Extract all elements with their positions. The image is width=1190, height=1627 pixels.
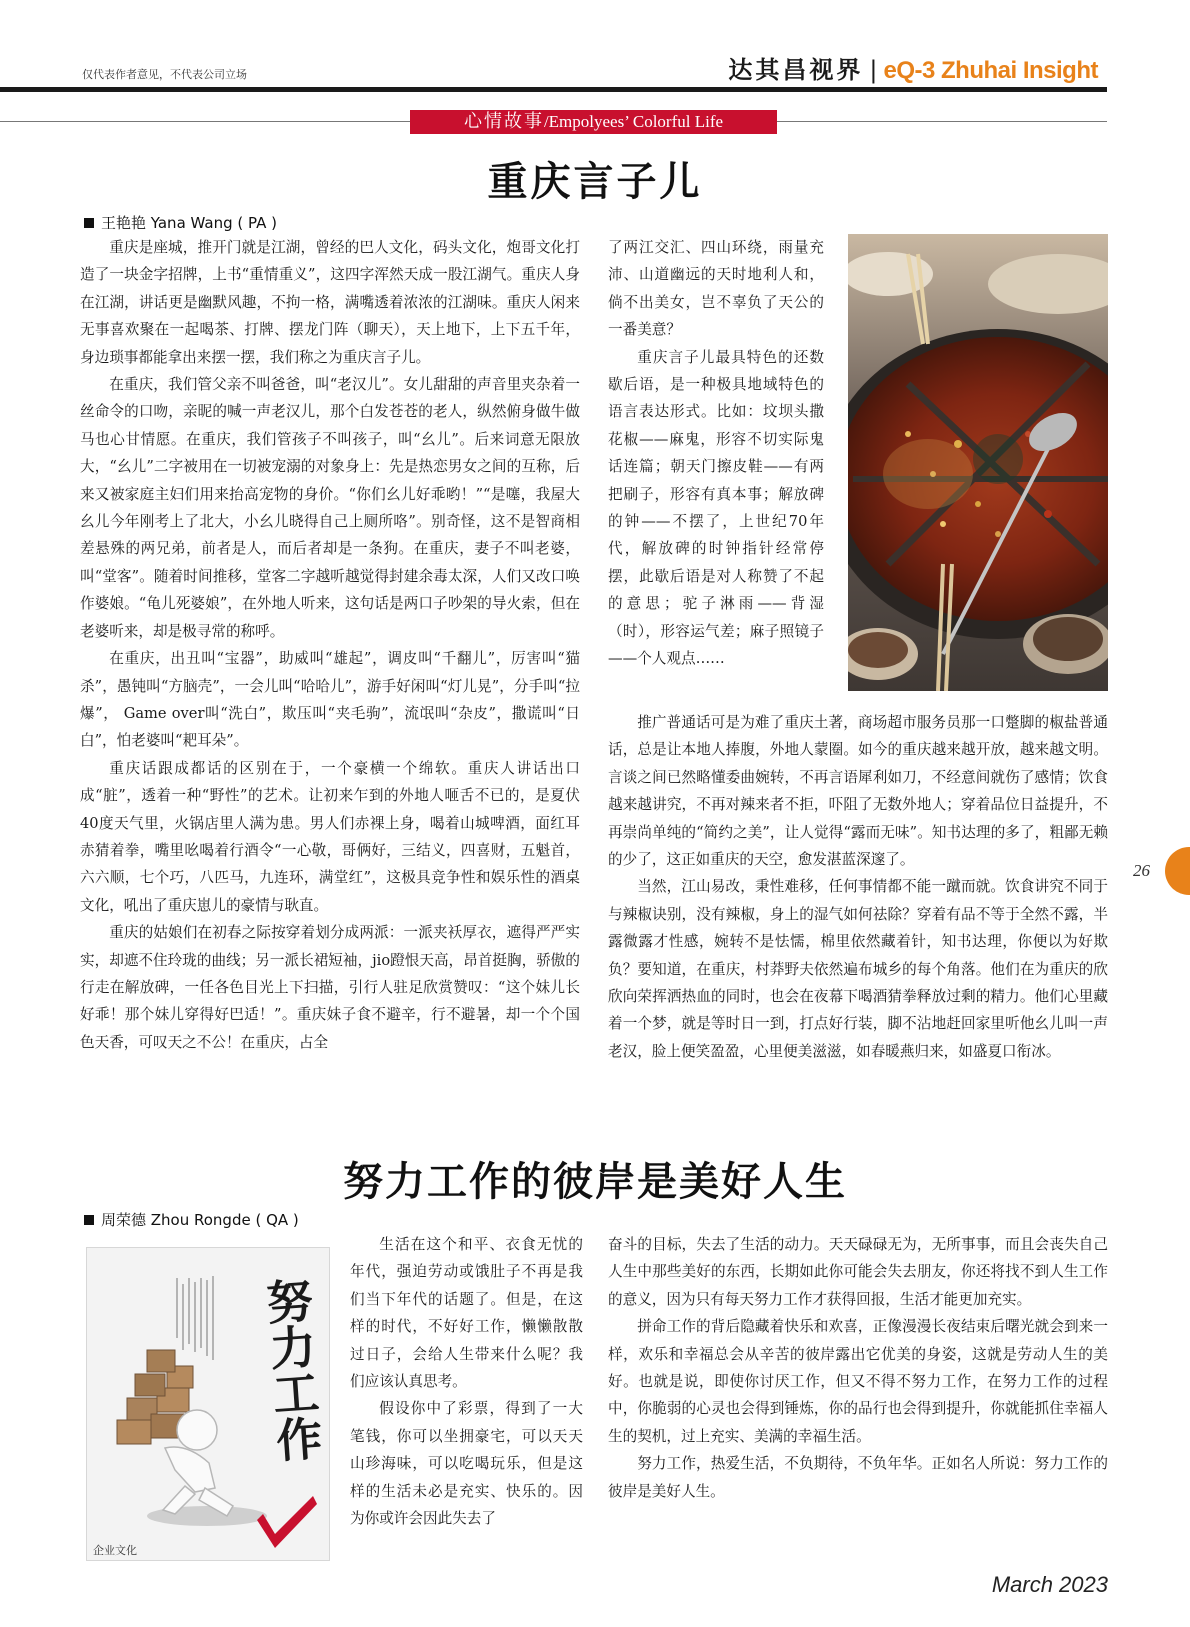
article2-mid-column [350,1231,583,1532]
hotpot-photo [848,234,1108,691]
header-rule [0,87,1107,92]
paragraph: 了两江交汇、四山环绕，雨量充沛、山道幽远的天时地利人和，倘不出美女，岂不辜负了天公的一番美意？ [608,239,824,339]
author-name-2: 周荣德 Zhou Rongde ( QA ) [101,1211,299,1229]
paragraph: 生活在这个和平、衣食无忧的年代，强迫劳动或饿肚子不再是我们当下年代的话题了。但是，在这样的时代，不好好工作，懒懒散散过日子，会给人生带来什么呢？我们应该认真思考。 [350,1236,583,1391]
paragraph: 推广普通话可是为难了重庆土著，商场超市服务员那一口蹩脚的椒盐普通话，总是让本地人捧腹，外地人蒙圈。如今的重庆越来越开放，越来越文明。言谈之间已然略懂委曲婉转，不再言语犀利如刀，不经意间就伤了感情；饮食越来越讲究，不再对辣来者不拒，吓阻了无数外地人；穿着品位日益提升，不再崇尚单纯的“简约之美”，让人觉得“露而无味”。知书达理的多了，粗鄙无赖的少了，这正如重庆的天空，愈发湛蓝深邃了。 [608,714,1108,869]
section-tag [410,110,777,134]
bullet-square-icon [84,1215,94,1225]
paragraph: 努力工作，热爱生活，不负期待，不负年华。正如名人所说：努力工作的彼岸是美好人生。 [608,1455,1108,1500]
bullet-square-icon [84,218,94,228]
page-tab-marker [1165,847,1190,895]
brand-cn: 达其昌视界 [728,55,864,84]
paragraph: 在重庆，我们管父亲不叫爸爸，叫“老汉儿”。女儿甜甜的声音里夹杂着一丝命令的口吻，亲昵的喊一声老汉儿，那个白发苍苍的老人，纵然俯身做牛做马也心甘情愿。在重庆，我们管孩子不叫孩子，叫“幺儿”。后来词意无限放大，“幺儿”二字被用在一切被宠溺的对象身上：先是热恋男女之间的互称，后来又被家庭主妇们用来抬高宠物的身价。“你们幺儿好乖哟！”“是噻，我屋大幺儿今年刚考上了北大，小幺儿晓得自己上厕所咯”。别奇怪，这不是智商相差悬殊的两兄弟，前者是人，而后者却是一条狗。在重庆，妻子不叫老婆，叫“堂客”。随着时间推移，堂客二字越听越觉得封建余毒太深，人们又改口唤作婆娘。“龟儿死婆娘”，在外地人听来，这句话是两口子吵架的导火索，但在老婆听来，却是极寻常的称呼。 [80,376,580,640]
paragraph: 重庆的姑娘们在初春之际按穿着划分成两派：一派夹袄厚衣，遮得严严实实，却遮不住玲珑的曲线；另一派长裙短袖，jio蹬恨天高，昂首挺胸，骄傲的行走在解放碑，一任各色目光上下扫描，引行人驻足欣赏赞叹：“这个妹儿长好乖！那个妹儿穿得好巴适！”。重庆妹子食不避辛，行不避暑，却一个个国色天香，可叹天之不公！在重庆，占全 [80,924,580,1051]
paragraph: 奋斗的目标，失去了生活的动力。天天碌碌无为，无所事事，而且会丧失自己人生中那些美好的东西，长期如此你可能会失去朋友，你还将找不到人生工作的意义，因为只有每天努力工作才获得回报，生活才能更加充实。 [608,1236,1108,1308]
article-title-2: 努力工作的彼岸是美好人生 [343,1158,847,1205]
article1-bottom-column [608,709,1108,1065]
disclaimer: 仅代表作者意见，不代表公司立场 [82,68,247,81]
article-title-1: 重庆言子儿 [487,158,703,205]
article-byline-1 [84,212,277,233]
page-number: 26 [1133,861,1150,880]
paragraph: 拼命工作的背后隐藏着快乐和欢喜，正像漫漫长夜结束后曙光就会到来一样，欢乐和幸福总会从辛苦的彼岸露出它优美的身姿，这就是劳动人生的美好。也就是说，即使你讨厌工作，但又不得不努力工作，在努力工作的过程中，你脆弱的心灵也会得到锤炼，你的品行也会得到提升，你就能抓住幸福人生的契机，过上充实、美满的幸福生活。 [608,1318,1108,1445]
issue-date: March 2023 [991,1572,1108,1597]
article-byline-2 [84,1209,299,1230]
paragraph: 当然，江山易改，秉性难移，任何事情都不能一蹴而就。饮食讲究不同于与辣椒诀别，没有辣椒，身上的湿气如何祛除？穿着有品不等于全然不露，半露微露才性感，婉转不是怯懦，棉里依然藏着针，知书达理，你便以为好欺负？要知道，在重庆，村莽野夫依然遍布城乡的每个角落。他们在为重庆的欣欣向荣挥洒热血的同时，也会在夜幕下喝酒猜拳释放过剩的精力。他们心里藏着一个梦，就是等时日一到，打点好行装，脚不沾地赶回家里听他幺儿叫一声老汉，脸上便笑盈盈，心里便美滋滋，如春暖燕归来，如盛夏口衔冰。 [608,878,1108,1060]
paragraph: 重庆话跟成都话的区别在于，一个豪横一个绵软。重庆人讲话出口成“脏”，透着一种“野性”的艺术。让初来乍到的外地人咂舌不已的，是夏伏40度天气里，火锅店里人满为患。男人们赤裸上身，喝着山城啤酒，面红耳赤猜着拳，嘴里吆喝着行酒令“一心敬，哥俩好，三结义，四喜财，五魁首，六六顺，七个巧，八匹马，九连环，满堂红”，这极具竞争性和娱乐性的酒桌文化，吼出了重庆崽儿的豪情与耿直。 [80,759,580,914]
work-hard-image [86,1247,330,1561]
article2-right-column [608,1231,1108,1505]
article1-mid-column [608,234,824,673]
brand [728,50,1098,85]
work-hard-calligraphy: 努力工作 [258,1276,325,1464]
author-name-1: 王艳艳 Yana Wang ( PA ) [101,214,277,232]
paragraph: 假设你中了彩票，得到了一大笔钱，你可以坐拥豪宅，可以天天山珍海味，可以吃喝玩乐，但是这样的生活未必是充实、快乐的。因为你或许会因此失去了 [350,1400,583,1528]
brand-separator: | [869,56,878,84]
section-tag-cn: 心情故事 [463,111,544,132]
brand-en: eQ-3 Zhuhai Insight [883,57,1098,84]
paragraph: 在重庆，出丑叫“宝器”，助威叫“雄起”，调皮叫“千翻儿”，厉害叫“猫杀”，愚钝叫“方脑壳”，一会儿叫“哈哈儿”，游手好闲叫“灯儿晃”，分手叫“拉爆”， Game over叫“洗白”，欺压叫“夹毛驹”，流氓叫“杂皮”，撒谎叫“日白”，怕老婆叫“耙耳朵”。 [80,650,580,750]
paragraph: 重庆是座城，推开门就是江湖，曾经的巴人文化，码头文化，炮哥文化打造了一块金字招牌，上书“重情重义”，这四字浑然天成一股江湖气。重庆人身在江湖，讲话更是幽默风趣，不拘一格，满嘴透着浓浓的江湖味。重庆人闲来无事喜欢聚在一起喝茶、打牌、摆龙门阵（聊天），天上地下，上下五千年，身边琐事都能拿出来摆一摆，我们称之为重庆言子儿。 [80,239,580,366]
section-tag-en: /Empolyees’ Colorful Life [543,112,724,131]
work-hard-caption: 企业文化 [93,1544,137,1557]
article1-left-column [80,234,580,1056]
paragraph: 重庆言子儿最具特色的还数歇后语，是一种极具地域特色的语言表达形式。比如：坟坝头撒花椒——麻鬼，形容不切实际鬼话连篇；朝天门擦皮鞋——有两把刷子，形容有真本事；解放碑的钟——不摆了，上世纪70年代，解放碑的时钟指针经常停摆，此歇后语是对人称赞了不起的意思；驼子淋雨——背湿（时），形容运气差；麻子照镜子——个人观点…… [608,348,824,668]
